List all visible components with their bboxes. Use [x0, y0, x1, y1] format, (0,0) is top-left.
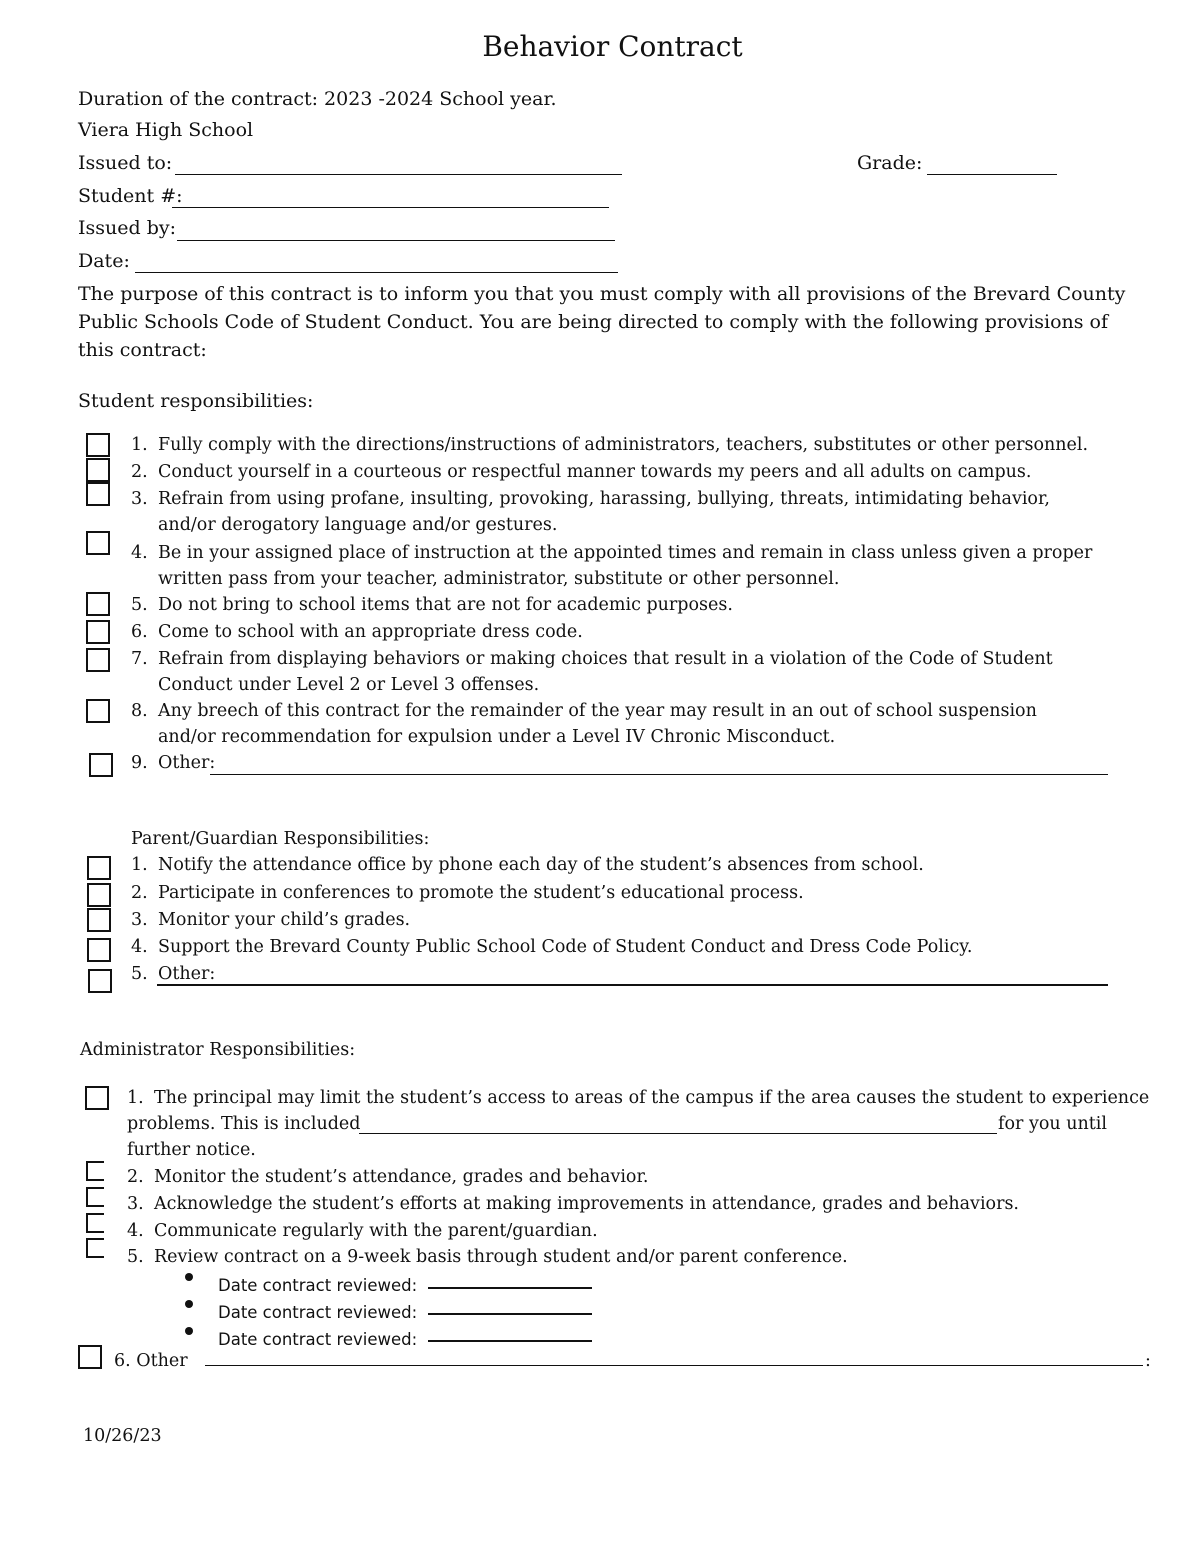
item-text: Communicate regularly with the parent/guardian.: [154, 1221, 598, 1241]
student-number-label: Student #:: [78, 185, 183, 207]
review-date-label-2: Date contract reviewed:: [218, 1303, 418, 1322]
admin-responsibilities-heading: Administrator Responsibilities:: [80, 1040, 356, 1060]
admin-other-label: 6. Other: [114, 1351, 188, 1371]
student-item: [131, 750, 1131, 776]
student-checkbox-6[interactable]: [86, 620, 110, 644]
admin-checkbox-5[interactable]: [86, 1238, 104, 1258]
item-number: 4.: [127, 1221, 144, 1241]
parent-item: [131, 880, 1131, 906]
admin-checkbox-3[interactable]: [86, 1187, 104, 1207]
admin-checkbox-6[interactable]: [78, 1345, 102, 1369]
item-number: 2.: [131, 883, 148, 903]
admin-item-1-text-3: further notice.: [127, 1140, 256, 1160]
student-item: [131, 432, 1131, 458]
item-number: 3.: [131, 489, 148, 509]
student-checkbox-3[interactable]: [86, 482, 110, 506]
bullet-icon: [185, 1327, 193, 1335]
item-number: 7.: [131, 649, 148, 669]
date-field[interactable]: [135, 272, 618, 273]
admin-item: [127, 1218, 1127, 1244]
admin-other-field[interactable]: [205, 1365, 1143, 1366]
admin-item-1-text-2b: for you until: [998, 1114, 1107, 1134]
admin-item-1-text-2a: problems. This is included: [127, 1114, 361, 1134]
student-item: [131, 486, 1131, 538]
bullet-icon: [185, 1273, 193, 1281]
admin-item: [127, 1191, 1127, 1217]
item-text: Review contract on a 9-week basis through student and/or parent conference.: [154, 1247, 848, 1267]
student-checkbox-9[interactable]: [89, 753, 113, 777]
item-number: 9.: [131, 753, 148, 773]
item-text: Refrain from displaying behaviors or making choices that result in a violation of the Code of Student Conduct under Level 2 or Level 3 offenses.: [158, 649, 1053, 695]
item-number: 8.: [131, 701, 148, 721]
parent-checkbox-2[interactable]: [87, 883, 111, 907]
purpose-paragraph: The purpose of this contract is to inform you that you must comply with all provisions of the Brevard County Public Schools Code of Student Conduct. You are being directed to comply with the following provisions of this contract:: [78, 283, 1126, 361]
student-checkbox-7[interactable]: [86, 648, 110, 672]
parent-checkbox-4[interactable]: [87, 938, 111, 962]
item-number: 6.: [131, 622, 148, 642]
review-date-field-1[interactable]: [428, 1287, 592, 1289]
parent-responsibilities-heading: Parent/Guardian Responsibilities:: [131, 829, 430, 849]
parent-checkbox-3[interactable]: [87, 908, 111, 932]
item-text: Be in your assigned place of instruction at the appointed times and remain in class unless given a proper written pass from your teacher, administrator, substitute or other personnel.: [158, 543, 1093, 589]
grade-label: Grade:: [857, 152, 923, 174]
parent-item: [131, 852, 1131, 878]
item-number: 5.: [131, 964, 148, 984]
issued-to-label: Issued to:: [78, 152, 173, 174]
parent-item: [131, 934, 1131, 960]
item-number: 4.: [131, 937, 148, 957]
item-text: Other:: [158, 964, 216, 984]
contract-duration: Duration of the contract: 2023 -2024 School year.: [78, 88, 557, 110]
item-number: 3.: [127, 1194, 144, 1214]
student-checkbox-2[interactable]: [86, 458, 110, 482]
item-text: Fully comply with the directions/instructions of administrators, teachers, substitutes or other personnel.: [158, 435, 1089, 455]
admin-item: [127, 1244, 1127, 1270]
admin-item-1-text: The principal may limit the student’s access to areas of the campus if the area causes the student to experience: [154, 1088, 1150, 1108]
item-text: Acknowledge the student’s efforts at making improvements in attendance, grades and behaviors.: [154, 1194, 1019, 1214]
student-checkbox-8[interactable]: [86, 699, 110, 723]
school-name: Viera High School: [78, 119, 254, 141]
issued-to-field[interactable]: [175, 174, 622, 175]
item-number: 5.: [131, 595, 148, 615]
parent-other-field[interactable]: [157, 984, 1108, 986]
item-number: 1.: [131, 435, 148, 455]
item-text: Notify the attendance office by phone each day of the student’s absences from school.: [158, 855, 924, 875]
item-number: 2.: [131, 462, 148, 482]
item-text: Monitor the student’s attendance, grades and behavior.: [154, 1167, 649, 1187]
student-other-field[interactable]: [210, 774, 1108, 775]
student-item: [131, 459, 1131, 485]
item-text: Monitor your child’s grades.: [158, 910, 411, 930]
item-text: Come to school with an appropriate dress code.: [158, 622, 583, 642]
parent-item: [131, 907, 1131, 933]
admin-checkbox-2[interactable]: [86, 1161, 104, 1181]
item-number: 1.: [131, 855, 148, 875]
student-item: [131, 619, 1131, 645]
student-number-field[interactable]: [172, 207, 609, 208]
item-text: Other:: [158, 753, 216, 773]
grade-field[interactable]: [927, 174, 1057, 175]
item-number: 4.: [131, 543, 148, 563]
admin-other-end: :: [1145, 1351, 1151, 1371]
student-item: [131, 592, 1131, 618]
admin-checkbox-4[interactable]: [86, 1213, 104, 1233]
issued-by-label: Issued by:: [78, 217, 176, 239]
student-checkbox-5[interactable]: [86, 592, 110, 616]
bullet-icon: [185, 1300, 193, 1308]
review-date-field-2[interactable]: [428, 1313, 592, 1315]
item-number: 2.: [127, 1167, 144, 1187]
admin-checkbox-1[interactable]: [85, 1086, 109, 1110]
date-label: Date:: [78, 250, 130, 272]
item-text: Support the Brevard County Public School Code of Student Conduct and Dress Code Policy.: [158, 937, 973, 957]
review-date-label-3: Date contract reviewed:: [218, 1330, 418, 1349]
parent-checkbox-1[interactable]: [87, 856, 111, 880]
issued-by-field[interactable]: [177, 240, 615, 241]
item-text: Do not bring to school items that are not for academic purposes.: [158, 595, 733, 615]
item-number: 5.: [127, 1247, 144, 1267]
footer-date: 10/26/23: [83, 1426, 162, 1446]
student-item: [131, 698, 1131, 750]
student-checkbox-1[interactable]: [86, 433, 110, 457]
item-text: Conduct yourself in a courteous or respectful manner towards my peers and all adults on campus.: [158, 462, 1032, 482]
student-item: [131, 646, 1131, 698]
page-title: Behavior Contract: [482, 30, 743, 63]
student-responsibilities-heading: Student responsibilities:: [78, 390, 314, 412]
item-text: Any breech of this contract for the remainder of the year may result in an out of school suspension and/or recommendation for expulsion under a Level IV Chronic Misconduct.: [158, 701, 1037, 747]
review-date-field-3[interactable]: [428, 1340, 592, 1342]
item-number: 3.: [131, 910, 148, 930]
parent-checkbox-5[interactable]: [88, 969, 112, 993]
admin-item-1-number: 1.: [127, 1088, 144, 1108]
student-checkbox-4[interactable]: [86, 531, 110, 555]
admin-item: [127, 1164, 1127, 1190]
admin-included-field[interactable]: [359, 1133, 997, 1134]
item-text: Participate in conferences to promote the student’s educational process.: [158, 883, 804, 903]
student-item: [131, 540, 1131, 592]
review-date-label-1: Date contract reviewed:: [218, 1276, 418, 1295]
item-text: Refrain from using profane, insulting, provoking, harassing, bullying, threats, intimidating behavior, and/or derogatory language and/or gestures.: [158, 489, 1050, 535]
